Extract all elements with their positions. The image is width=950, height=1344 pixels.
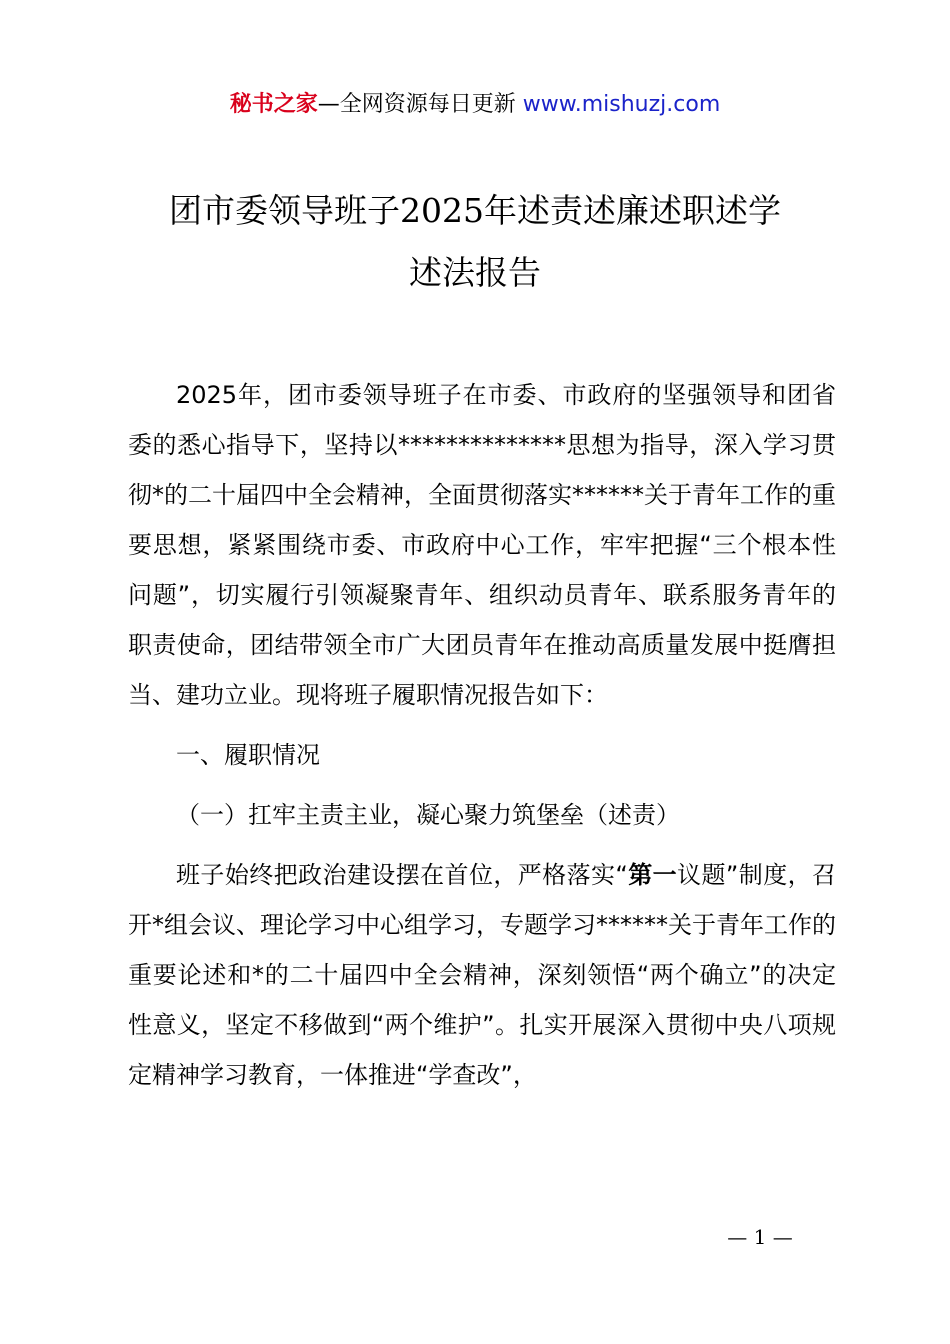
site-banner [0, 86, 950, 124]
title-line-2: 述法报告 [409, 253, 541, 292]
body-paragraph-2 [128, 850, 836, 1100]
document-title [120, 180, 830, 304]
document-body [128, 370, 836, 1100]
para2-text-before: 班子始终把政治建设摆在首位，严格落实“ [176, 861, 628, 889]
site-brand: 秘书之家 [229, 92, 318, 117]
para2-bold-text: 第一 [627, 861, 678, 889]
intro-paragraph: 2025年，团市委领导班子在市委、市政府的坚强领导和团省委的悉心指导下，坚持以**************思想为指导，深入学习贯彻*的二十届四中全会精神，全面贯彻落实******关于青年工作的重要思想，紧紧围绕市委、市政府中心工作，牢牢把握“三个根本性问题”，切实履行引领凝聚青年、组织动员青年、联系服务青年的职责使命，团结带领全市广大团员青年在推动高质量发展中挺膺担当、建功立业。现将班子履职情况报告如下： [128, 381, 836, 709]
section-heading-1: 一、履职情况 [176, 741, 320, 769]
page-number: — 1 — [727, 1225, 793, 1249]
para2-text-after: 议题”制度，召开*组会议、理论学习中心组学习，专题学习******关于青年工作的重要论述和*的二十届四中全会精神，深刻领悟“两个确立”的决定性意义，坚定不移做到“两个维护”。扎实开展深入贯彻中央八项规定精神学习教育，一体推进“学查改”， [128, 861, 837, 1089]
site-slogan: —全网资源每日更新 [317, 92, 523, 117]
site-url-link[interactable]: www.mishuzj.com [522, 92, 721, 117]
subsection-heading-1: （一）扛牢主责主业，凝心聚力筑堡垒（述责） [176, 801, 680, 829]
title-line-1: 团市委领导班子2025年述责述廉述职述学 [169, 191, 781, 230]
